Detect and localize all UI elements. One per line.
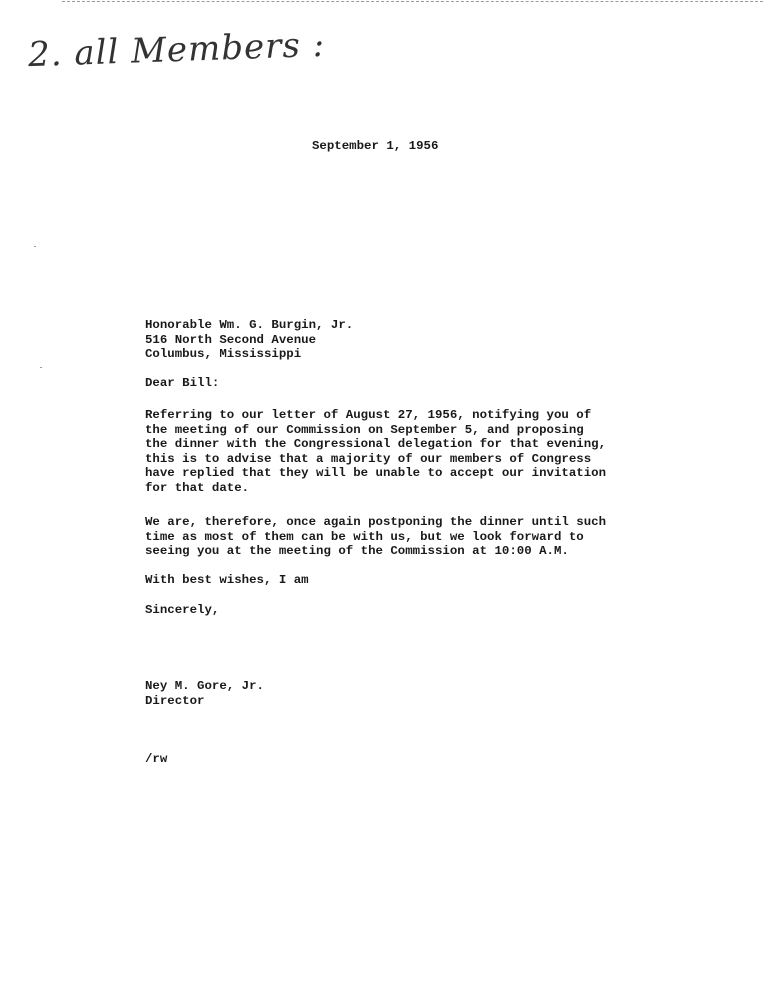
recipient-address [145, 318, 353, 362]
recipient-city: Columbus, Mississippi [145, 347, 302, 362]
closing-line: With best wishes, I am [145, 573, 309, 587]
handwritten-annotation: 2. all Members : [27, 24, 326, 76]
scan-speck [40, 367, 42, 368]
salutation: Dear Bill: [145, 376, 220, 390]
body-paragraph-1 [145, 408, 606, 496]
paragraph-line: time as most of them can be with us, but we look forward to [145, 529, 584, 544]
paragraph-line: Referring to our letter of August 27, 1956, notifying you of [145, 408, 592, 422]
letter-date: September 1, 1956 [312, 139, 439, 153]
signer-title: Director [145, 693, 205, 708]
typist-initials: /rw [145, 752, 168, 766]
scan-speck [34, 246, 36, 247]
paragraph-line: the dinner with the Congressional delegation for that evening, [145, 437, 607, 452]
paragraph-line: for that date. [145, 480, 250, 495]
paragraph-line: the meeting of our Commission on September 5, and proposing [145, 422, 584, 437]
signature-block [145, 679, 264, 708]
body-paragraph-2 [145, 515, 606, 559]
paragraph-line: this is to advise that a majority of our members of Congress [145, 451, 592, 466]
signer-name: Ney M. Gore, Jr. [145, 679, 264, 693]
top-border-dashes [62, 1, 763, 2]
recipient-name: Honorable Wm. G. Burgin, Jr. [145, 318, 354, 332]
paragraph-line: We are, therefore, once again postponing the dinner until such [145, 515, 607, 529]
paragraph-line: seeing you at the meeting of the Commission at 10:00 A.M. [145, 544, 569, 559]
paragraph-line: have replied that they will be unable to accept our invitation [145, 466, 607, 481]
recipient-street: 516 North Second Avenue [145, 332, 317, 347]
valediction: Sincerely, [145, 603, 220, 617]
